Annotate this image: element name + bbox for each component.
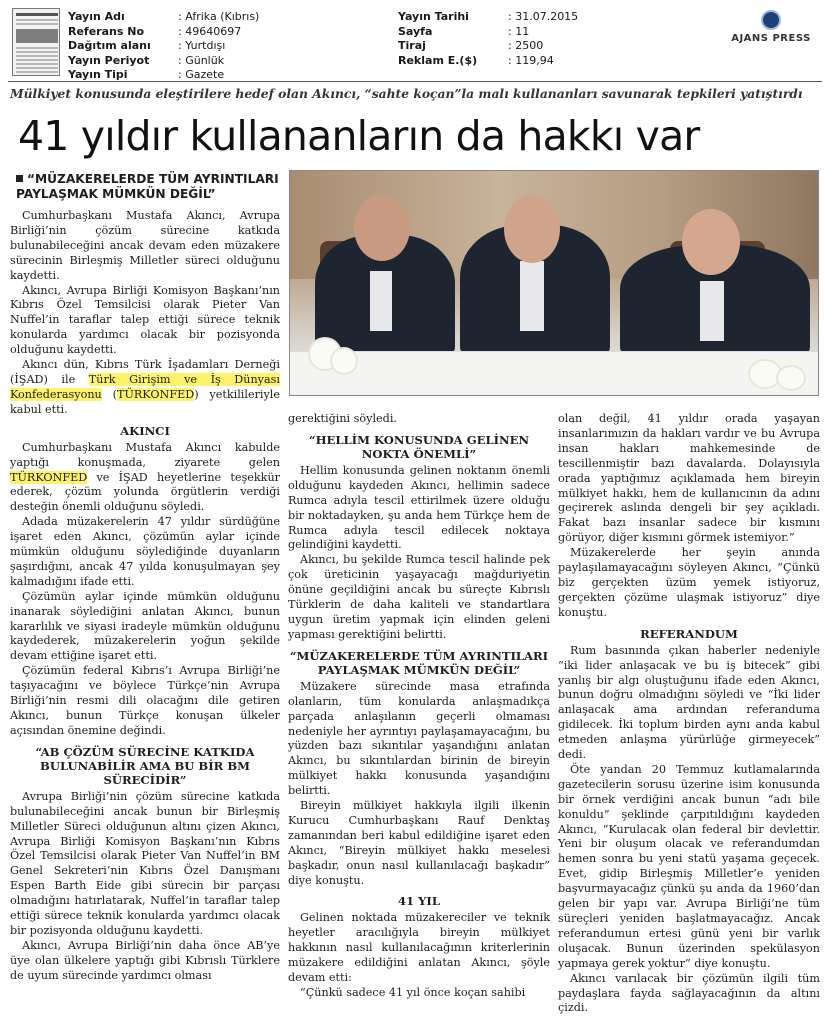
- meta-key: Yayın Periyot: [68, 53, 150, 67]
- paragraph: Bireyin mülkiyet hakkıyla ilgili ilkenin Kurucu Cumhurbaşkanı Rauf Denktaş zamanından beri kabul edildiğine işaret eden Akıncı, “Bireyin mülkiyet hakkı meselesi başkadır, onun nasıl kullanılacağı başkadır” diye konuştu.: [288, 799, 550, 887]
- meta-value: : 31.07.2015: [508, 10, 579, 23]
- paragraph: Akıncı, bu şekilde Rumca tescil halinde pek çok üreticinin yaşayacağı mağduriyetin önüne geçildiğini ancak bu süreçte Kıbrıslı Türklerin de daha kaliteli ve standartlara uygun üretim yapmak için elinden geleni yapması gerektiğini belirtti.: [288, 553, 550, 641]
- paragraph: “Çünkü sadece 41 yıl önce koçan sahibi: [300, 986, 526, 999]
- lead-text: “MÜZAKERELERDE TÜM AYRINTILARI PAYLAŞMAK MÜMKÜN DEĞİL”: [16, 172, 279, 201]
- meta-value: : Gazete: [178, 68, 225, 82]
- meta-key: Sayfa: [398, 24, 433, 38]
- headline: 41 yıldır kullananların da hakkı var: [18, 112, 700, 160]
- paragraph: Avrupa Birliği’nin çözüm sürecine katkıda bulunabileceğini ancak bunun bir Birleşmiş Milletler Süreci olduğunun altını çizen Akıncı, Avrupa Birliği Komisyon Başkanı’nın Kıbrıs Özel Temsilcisi olarak Pieter Van Nuffel’in BM Genel Sekreteri’nin Kıbrıs Özel Danışmanı Espen Barth Eide gibi sürecin bir parçası olmadığını hatırlatarak, Nuffel’in taraflar talep ettiği sürece teknik konularda yardımcı olacak bir pozisyonda olduğunu kaydetti.: [10, 789, 280, 937]
- paragraph: Akıncı, Avrupa Birliği Komisyon Başkanı’nın Kıbrıs Özel Temsilcisi olarak Pieter Van Nuffel’in taraflar talep ettiği sürece teknik konularda yardımcı olacak bir pozisyonda olduğunu kaydetti.: [10, 283, 280, 357]
- clipping-header: [8, 6, 822, 82]
- bullet-square-icon: [16, 175, 23, 182]
- paragraph: Müzakerelerde her şeyin anında paylaşılamayacağını söyleyen Akıncı, “Çünkü biz gerçekten üzüm yemek istiyoruz, gerçekten çözüme ulaşmak istiyoruz” diye konuştu.: [558, 546, 820, 619]
- supra-headline: Mülkiyet konusunda eleştirilere hedef olan Akıncı, “sahte koçan”la malı kullananları savunarak tepkileri yatıştırdı: [10, 86, 803, 101]
- meta-left: [68, 10, 388, 83]
- meta-row: [398, 10, 658, 25]
- paragraph: [10, 441, 280, 516]
- lead-heading: [16, 172, 280, 201]
- meta-row: [68, 10, 388, 25]
- paragraph: Müzakere sürecinde masa etrafında olanların, tüm konularda anlaşmadıkça parçada anlaşılanın geçerli olmaması nedeniyle her ayrıntıyı paylaşamayacağını, bu yüzden bazı sıkıntılar yaşandığını anlatan Akıncı, bu sıkıntılardan birinin de bireyin mülkiyet hakkı konusunda yaşandığını belirtti.: [288, 679, 550, 798]
- meta-key: Yayın Tipi: [68, 68, 128, 82]
- paragraph: Öte yandan 20 Temmuz kutlamalarında gazetecilerin sorusu üzerine isim konusunda bir örnek verdiğini ancak bunun “adı bile konuldu” şeklinde çarpıtıldığını kaydeden Akıncı, “Kurulacak olan federal bir devlettir. Yeni bir oluşum olacak ve referandumdan hemen sonra bu yeni statü yaşama geçecek. Evet, gidip Birleşmiş Milletler’e yeniden başvurmayacağız çünkü şu anda da 1960’dan gelen bir yapı var. Avrupa Birliği’ne tüm süreçleri yeniden başlatmayacağız. Ancak referandumun ertesi günü yeni bir varlık oluşacak. Bunun üzerinden spekülasyon yapmaya gerek yoktur” diye konuştu.: [558, 762, 820, 970]
- subheading: “HELLİM KONUSUNDA GELİNEN NOKTA ÖNEMLİ”: [308, 432, 530, 461]
- paragraph: Gelinen noktada müzakereciler ve teknik heyetler aracılığıyla bireyin mülkiyet hakkının nasıl kullanılacağının kriterlerinin müzakere edildiğini anlatan Akıncı, şöyle devam etti:: [288, 911, 550, 985]
- text-run: Akıncı dün, Kıbrıs Türk İşadamları Derneği (İŞAD) ile: [10, 358, 280, 386]
- subheading: REFERANDUM: [640, 626, 738, 641]
- highlighted-text: Türk Girişim ve İş Dünyası Konfederasyonu: [10, 372, 280, 401]
- paragraph: gerektiğini söyledi.: [288, 412, 397, 425]
- meta-value: : Yurtdışı: [178, 39, 226, 53]
- meta-row: [398, 25, 658, 40]
- text-run: ve İŞAD heyetlerine teşekkür ederek, çözüm yolunda örgütlerin verdiği desteğin önemli olduğunu söyledi.: [10, 470, 280, 514]
- meta-row: [68, 25, 388, 40]
- meta-row: [68, 54, 388, 69]
- meta-key: Referans No: [68, 24, 144, 38]
- paragraph: Akıncı varılacak bir çözümün ilgili tüm paydaşlara fayda sağlayacağının da altını çizdi.: [558, 971, 820, 1015]
- paragraph: Akıncı, Avrupa Birliği’nin daha önce AB’ye üye olan ülkelere yaptığı gibi Kıbrıslı Türklere de uyum sürecinde yardımcı olması: [10, 938, 280, 982]
- meta-value: : 2500: [508, 39, 544, 53]
- meta-row: [68, 39, 388, 54]
- agency-name: AJANS PRESS: [731, 33, 811, 44]
- paragraph: Cumhurbaşkanı Mustafa Akıncı, Avrupa Birliği’nin çözüm sürecine katkıda bulunabileceğini ancak devam eden müzakere sürecinin Birleşmiş Milletler süreci olduğunu kaydetti.: [10, 209, 280, 282]
- meta-value: : 11: [508, 24, 530, 38]
- meta-key: Dağıtım alanı: [68, 39, 151, 53]
- highlighted-text: TÜRKONFED: [10, 470, 88, 484]
- meta-right: [398, 10, 658, 68]
- meta-key: Yayın Tarihi: [398, 10, 469, 23]
- meta-key: Reklam E.($): [398, 53, 478, 67]
- article-column-3: [558, 412, 820, 1016]
- paragraph: Rum basınında çıkan haberler nedeniyle “iki lider anlaşacak ve bu iş bitecek” gibi yanlış bir algı oluştuğunu ifade eden Akıncı, bunun doğru olmadığını söyledi ve “İki lider anlaşacak ama ardından referanduma gidilecek. İki toplum birden aynı anda kabul etmeden anlaşma yürürlüğe girmeyecek” dedi.: [558, 643, 820, 762]
- meta-value: : 119,94: [508, 53, 554, 67]
- highlighted-text: TÜRKONFED: [116, 387, 195, 401]
- paragraph: Çözümün federal Kıbrıs’ı Avrupa Birliği’ne taşıyacağını ve böylece Türkçe’nin Avrupa Birliği’nin resmi dili olacağını dile getiren Akıncı, bunun Türkçe konuşan ülkeler açısından önemine değindi.: [10, 664, 280, 737]
- subheading: “MÜZAKERELERDE TÜM AYRINTILARI PAYLAŞMAK MÜMKÜN DEĞİL”: [289, 648, 549, 677]
- meta-key: Yayın Adı: [68, 10, 125, 23]
- subheading: AKINCI: [120, 423, 170, 438]
- page-thumbnail: [12, 8, 60, 76]
- globe-icon: [761, 10, 781, 30]
- meta-row: [398, 54, 658, 69]
- paragraph: Hellim konusunda gelinen noktanın önemli olduğunu kaydeden Akıncı, hellimin sadece Rumca adıyla tescil ettirilmek üzere olduğu bir noktadayken, şu anda hem Türkçe hem de Rumca adıyla tescil edilecek noktaya gelindiğini kaydetti.: [288, 463, 550, 552]
- article-column-1: [10, 170, 280, 984]
- paragraph: Çözümün aylar içinde mümkün olduğunu inanarak söylediğini anlatan Akıncı, bunun kararlılık ve siyasi iradeyle mümkün olduğunu kaydederek, müzakerelerin yoğun şekilde devam ettiğine işaret etti.: [10, 589, 280, 663]
- meta-row: [398, 39, 658, 54]
- meta-value: : Afrika (Kıbrıs): [178, 10, 260, 23]
- meta-value: : 49640697: [178, 24, 242, 38]
- text-run: (: [101, 387, 117, 401]
- text-run: Cumhurbaşkanı Mustafa Akıncı kabulde yaptığı konuşmada, ziyarete gelen: [10, 440, 280, 469]
- subheading: 41 YIL: [397, 894, 441, 909]
- meta-value: : Günlük: [178, 53, 225, 67]
- subheading: “AB ÇÖZÜM SÜRECİNE KATKIDA BULUNABİLİR AMA BU BİR BM SÜRECİDİR”: [35, 744, 255, 787]
- text-run: ) yetkilileriyle kabul etti.: [10, 387, 281, 416]
- paragraph: olan değil, 41 yıldır orada yaşayan insanlarımızın da hakları vardır ve bu Avrupa insan hakları mahkemesinde de tescillenmiştir bazı davalarda. Dolayısıyla orada yaptığımız açıklamada hem bireyin mülkiyet hakkı, hem de kullanıcının da adını geçirerek aslında dengeli bir şey açıkladı. Fakat bazı insanlar sadece bir kısmını görüyor, diğer kısmını görmek istemiyor.”: [558, 412, 820, 545]
- paragraph: Adada müzakerelerin 47 yıldır sürdüğüne işaret eden Akıncı, çözümün aylar içinde mümkün olduğunu söylediğinde duyanların şaşırdığını, ancak 47 yılda konuşulmayan şey kalmadığını ifade etti.: [10, 515, 280, 588]
- agency-logo: [726, 10, 816, 44]
- news-photo: [289, 170, 819, 396]
- meta-key: Tiraj: [398, 39, 426, 53]
- article-column-2: [288, 412, 550, 1001]
- paragraph: [10, 358, 280, 418]
- meta-row: [68, 68, 388, 83]
